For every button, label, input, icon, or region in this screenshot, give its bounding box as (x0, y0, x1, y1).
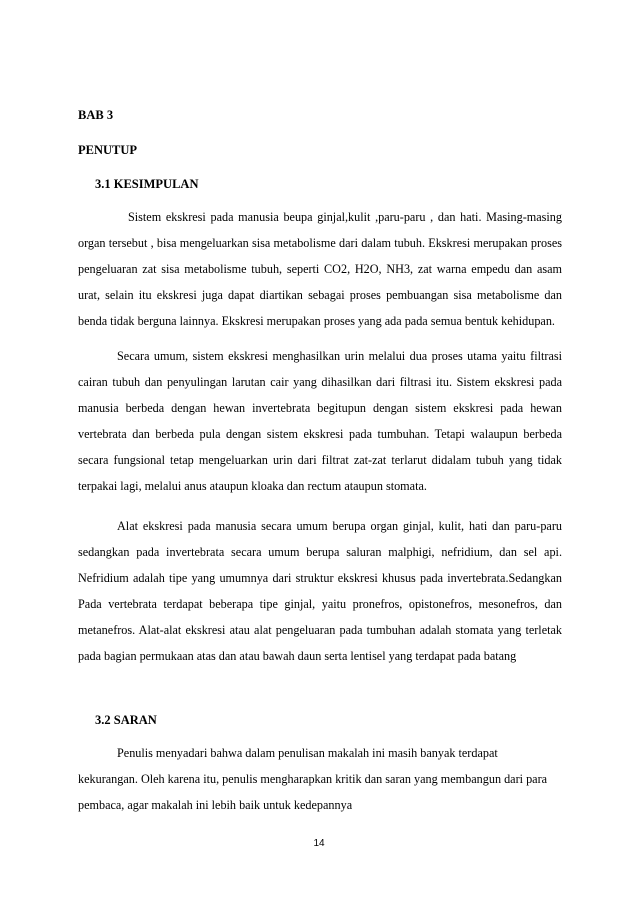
kesimpulan-paragraph-3: Alat ekskresi pada manusia secara umum berupa organ ginjal, kulit, hati dan paru-paru sedangkan pada invertebrata secara umum berupa saluran malphigi, nefridium, dan sel api. Nefridium adalah tipe yang umumnya dari struktur ekskresi khusus pada invertebrata.Sedangkan Pada vertebrata terdapat beberapa tipe ginjal, yaitu pronefros, opistonefros, mesonefros, dan metanefros. Alat-alat ekskresi atau alat pengeluaran pada tumbuhan adalah stomata yang terletak pada bagian permukaan atas dan atau bawah daun serta lentisel yang terdapat pada batang (78, 519, 562, 664)
section-heading-kesimpulan: 3.1 KESIMPULAN (95, 177, 199, 191)
section-heading-saran: 3.2 SARAN (95, 713, 157, 727)
chapter-title: PENUTUP (78, 143, 138, 157)
saran-paragraph: Penulis menyadari bahwa dalam penulisan makalah ini masih banyak terdapat kekurangan. Oleh karena itu, penulis mengharapkan kritik dan saran yang membangun dari para pembaca, agar makalah ini lebih baik untuk kedepannya (78, 746, 548, 813)
kesimpulan-paragraph-2: Secara umum, sistem ekskresi menghasilkan urin melalui dua proses utama yaitu filtrasi cairan tubuh dan penyulingan larutan cair yang dihasilkan dari filtrasi itu. Sistem ekskresi pada manusia berbeda dengan hewan invertebrata begitupun dengan sistem ekskresi pada hewan vertebrata dan berbeda pula dengan sistem ekskresi pada tumbuhan. Tetapi walaupun berbeda secara fungsional tetap mengeluarkan urin dari filtrat zat-zat terlarut didalam tubuh yang tidak terpakai lagi, melalui anus ataupun kloaka dan rectum ataupun stomata. (78, 349, 562, 494)
page-number: 14 (313, 838, 325, 849)
kesimpulan-paragraph-1: Sistem ekskresi pada manusia beupa ginjal,kulit ,paru-paru , dan hati. Masing-masing organ tersebut , bisa mengeluarkan sisa metabolisme dari dalam tubuh. Ekskresi merupakan proses pengeluaran zat sisa metabolisme tubuh, seperti CO2, H2O, NH3, zat warna empedu dan asam urat, selain itu ekskresi juga dapat diartikan sebagai proses pembuangan sisa metabolisme dan benda tidak berguna lainnya. Ekskresi merupakan proses yang ada pada semua bentuk kehidupan. (78, 210, 562, 329)
chapter-label: BAB 3 (78, 108, 114, 122)
